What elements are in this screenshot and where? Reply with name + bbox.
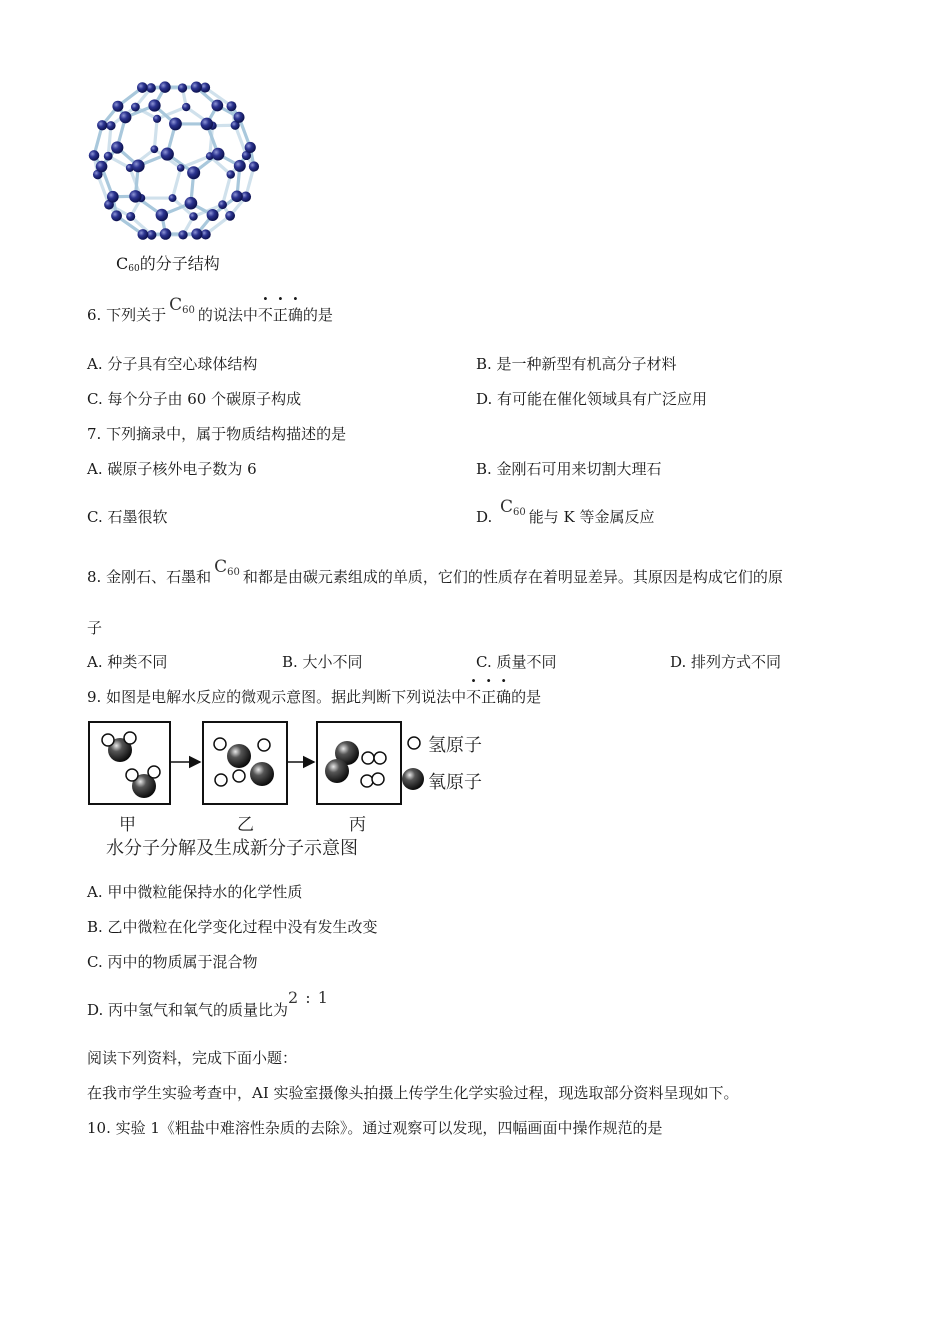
q7-d-suffix: 能与 K 等金属反应 — [528, 508, 655, 526]
q6-prefix: 6. 下列关于 — [87, 306, 167, 324]
q9-emphasis-char: 正 — [481, 688, 497, 706]
carbon-atom — [161, 148, 174, 161]
hydrogen-atom — [215, 774, 227, 786]
carbon-atom — [138, 229, 149, 240]
carbon-atom — [156, 209, 168, 221]
carbon-atom — [245, 142, 256, 153]
q8-option-d[interactable]: D. 排列方式不同 — [670, 653, 782, 671]
carbon-atom — [201, 118, 214, 131]
box-bing-label: 丙 — [349, 815, 366, 835]
c60-caption-subscript: 60 — [128, 264, 140, 274]
carbon-atom — [119, 111, 131, 123]
q6-emphasis-char: 正 — [272, 306, 288, 324]
oxygen-atom — [227, 744, 251, 768]
carbon-atom — [178, 230, 187, 239]
hydrogen-atom — [233, 770, 245, 782]
electrolysis-diagram — [86, 718, 506, 860]
q8-prefix: 8. 金刚石、石墨和 — [87, 568, 212, 586]
q7-option-a[interactable]: A. 碳原子核外电子数为 6 — [87, 460, 257, 478]
carbon-atom — [191, 228, 202, 239]
q8-option-c[interactable]: C. 质量不同 — [476, 653, 557, 671]
carbon-atom — [233, 112, 244, 123]
hydrogen-atom — [372, 773, 384, 785]
carbon-atom — [187, 166, 200, 179]
carbon-atom — [178, 83, 187, 92]
oxygen-atom — [325, 759, 349, 783]
carbon-atom — [182, 103, 190, 111]
q9-prefix: 9. 如图是电解水反应的微观示意图。据此判断下列说法中 — [87, 688, 467, 706]
reading-body: 在我市学生实验考查中，AI 实验室摄像头拍摄上传学生化学实验过程，现选取部分资料呈现如下。 — [87, 1084, 739, 1102]
carbon-atom — [189, 212, 198, 221]
q6-emphasis-char: 不 — [257, 306, 273, 324]
q7-d-formula-sub: 60 — [513, 507, 526, 518]
hydrogen-atom — [258, 739, 270, 751]
hydrogen-atom — [374, 752, 386, 764]
hydrogen-atom — [361, 775, 373, 787]
q6-formula-main: C — [169, 295, 183, 315]
carbon-atom — [106, 121, 115, 130]
carbon-atom — [249, 161, 259, 171]
carbon-atom — [226, 101, 236, 111]
carbon-atom — [169, 194, 177, 202]
carbon-atom — [137, 82, 148, 93]
hydrogen-atom — [362, 752, 374, 764]
carbon-atom — [207, 209, 219, 221]
q7-d-formula-main: C — [500, 497, 514, 517]
box-yi-label: 乙 — [237, 815, 254, 835]
q7-d-prefix: D. — [476, 508, 498, 526]
carbon-atom — [225, 211, 235, 221]
q8-formula — [214, 557, 240, 577]
carbon-atom — [112, 101, 123, 112]
q9-suffix: 的是 — [511, 688, 542, 706]
q9-option-d[interactable] — [87, 988, 329, 1020]
q6-option-c[interactable]: C. 每个分子由 60 个碳原子构成 — [87, 390, 302, 408]
q7-d-formula — [500, 497, 526, 517]
q7-option-b[interactable]: B. 金刚石可用来切割大理石 — [476, 460, 662, 478]
carbon-bond — [173, 168, 181, 198]
carbon-atom — [146, 83, 156, 93]
carbon-atom — [126, 212, 135, 221]
q7-option-d[interactable] — [476, 497, 655, 528]
q8-formula-sub: 60 — [227, 567, 240, 578]
c60-caption — [116, 251, 220, 274]
hydrogen-atom — [124, 732, 136, 744]
hydrogen-atom — [102, 734, 114, 746]
q8-formula-main: C — [214, 557, 228, 577]
box-jia-label: 甲 — [119, 815, 136, 835]
q6-option-d[interactable]: D. 有可能在催化领域具有广泛应用 — [476, 390, 708, 408]
q6-option-a[interactable]: A. 分子具有空心球体结构 — [87, 355, 258, 373]
carbon-atom — [132, 159, 145, 172]
question-7-stem: 7. 下列摘录中，属于物质结构描述的是 — [87, 425, 347, 443]
carbon-atom — [234, 160, 246, 172]
carbon-atom — [185, 197, 198, 210]
carbon-bond — [154, 119, 157, 149]
c60-molecule-image — [86, 76, 262, 246]
q8-option-a[interactable]: A. 种类不同 — [87, 653, 168, 671]
carbon-atom — [107, 191, 119, 203]
q9-option-c[interactable]: C. 丙中的物质属于混合物 — [87, 953, 258, 971]
carbon-atom — [159, 81, 170, 92]
carbon-atom — [153, 115, 161, 123]
q9-option-b[interactable]: B. 乙中微粒在化学变化过程中没有发生改变 — [87, 918, 378, 936]
q9-option-a[interactable]: A. 甲中微粒能保持水的化学性质 — [87, 883, 303, 901]
legend-oxygen-label: 氧原子 — [428, 772, 482, 793]
question-9-stem — [87, 686, 541, 707]
question-8-stem-line1 — [87, 557, 783, 588]
carbon-atom — [97, 120, 107, 130]
carbon-atom — [104, 152, 113, 161]
diagram-caption: 水分子分解及生成新分子示意图 — [106, 838, 358, 859]
legend-hydrogen-label: 氢原子 — [428, 735, 482, 756]
q9-emphasis-char: 确 — [496, 688, 512, 706]
carbon-atom — [89, 150, 100, 161]
q6-mid: 的说法中 — [197, 306, 258, 324]
q6-suffix: 的是 — [302, 306, 333, 324]
reading-intro: 阅读下列资料，完成下面小题： — [87, 1049, 298, 1067]
carbon-atom — [169, 117, 182, 130]
carbon-atom — [148, 99, 160, 111]
question-10-stem: 10. 实验 1《粗盐中难溶性杂质的去除》。通过观察可以发现，四幅画面中操作规范的是 — [87, 1119, 663, 1137]
carbon-atom — [231, 191, 243, 203]
carbon-atom — [111, 141, 123, 153]
c60-caption-formula: C — [116, 254, 129, 273]
q6-emphasis-char: 确 — [287, 306, 303, 324]
c60-caption-text: 的分子结构 — [139, 254, 220, 273]
q8-line1-rest: 和都是由碳元素组成的单质，它们的性质存在着明显差异。其原因是构成它们的原 — [242, 568, 783, 586]
carbon-atom — [111, 210, 122, 221]
q9-d-prefix: D. 丙中氢气和氧气的质量比为 — [87, 1001, 289, 1019]
q7-option-c[interactable]: C. 石墨很软 — [87, 508, 168, 526]
hydrogen-atom — [126, 769, 138, 781]
hydrogen-atom — [148, 766, 160, 778]
q8-option-b[interactable]: B. 大小不同 — [282, 653, 363, 671]
q9-d-ratio: 2 : 1 — [288, 988, 329, 1007]
carbon-atom — [129, 190, 142, 203]
q6-option-b[interactable]: B. 是一种新型有机高分子材料 — [476, 355, 677, 373]
question-6-stem — [87, 295, 333, 326]
carbon-atom — [191, 82, 202, 93]
q6-formula — [169, 295, 195, 315]
carbon-atom — [131, 103, 140, 112]
carbon-atom — [212, 148, 225, 161]
q6-formula-sub: 60 — [182, 305, 195, 316]
carbon-atom — [211, 100, 223, 112]
question-8-stem-line2: 子 — [87, 619, 103, 637]
legend-hydrogen-icon — [408, 737, 420, 749]
carbon-atom — [177, 164, 185, 172]
carbon-atom — [96, 161, 108, 173]
legend-oxygen-icon — [402, 768, 424, 790]
carbon-atom — [226, 170, 235, 179]
oxygen-atom — [250, 762, 274, 786]
carbon-atom — [160, 228, 172, 240]
carbon-atom — [150, 145, 158, 153]
carbon-atom — [147, 230, 157, 240]
carbon-atom — [218, 200, 227, 209]
q9-emphasis-char: 不 — [466, 688, 482, 706]
hydrogen-atom — [214, 738, 226, 750]
